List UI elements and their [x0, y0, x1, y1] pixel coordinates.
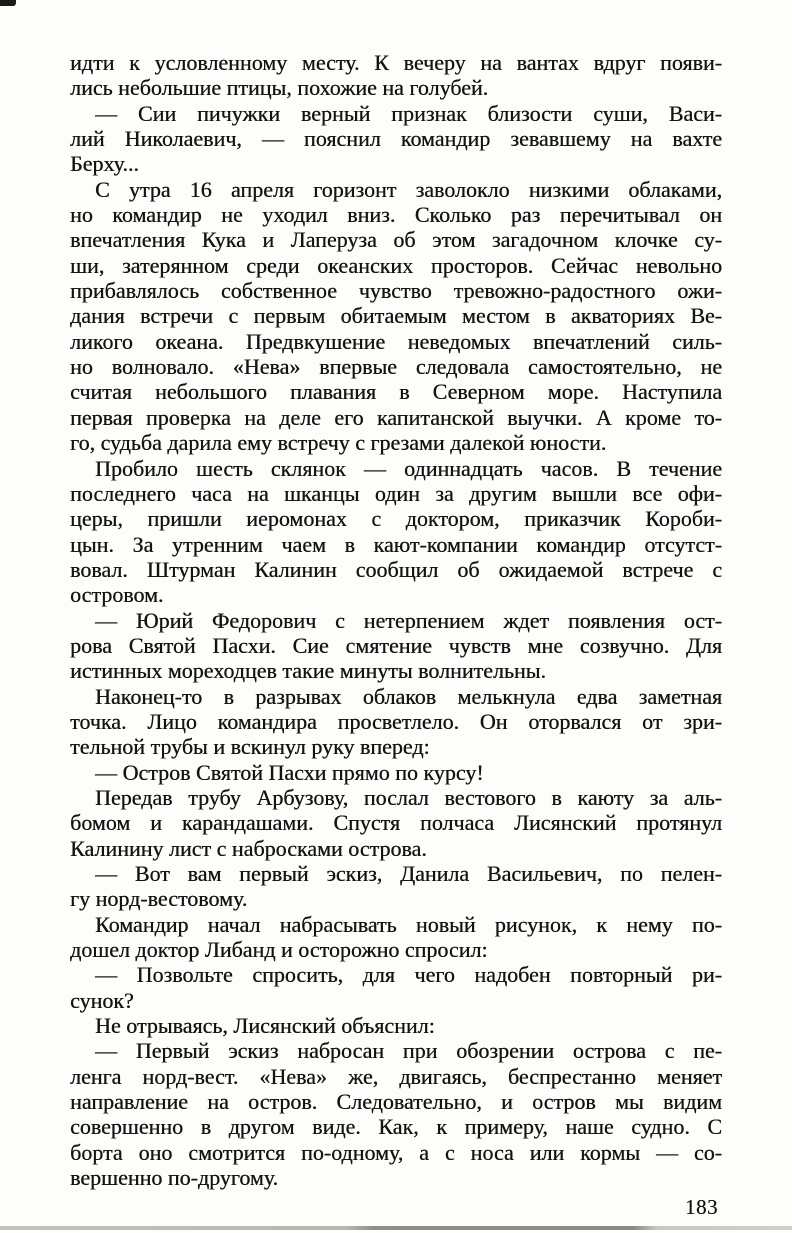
- text-line: совершенно в другом виде. Как, к примеру, наше судно. С: [70, 1114, 722, 1140]
- text-line: — Юрий Федорович с нетерпением ждет появления ост-: [95, 607, 722, 633]
- text-line: рова Святой Пасхи. Сие смятение чувств мне созвучно. Для: [70, 632, 722, 658]
- paragraph: [70, 861, 722, 912]
- text-line: сунок?: [70, 987, 134, 1013]
- text-line: прибавлялось собственное чувство тревожно-радостного ожи-: [70, 278, 722, 304]
- text-line: — Первый эскиз набросан при обозрении острова с пе-: [95, 1038, 722, 1064]
- text-line: борта оно смотрится по-одному, а с носа или кормы — со-: [70, 1139, 722, 1165]
- text-line: церы, пришли иеромонах с доктором, приказчик Короби-: [70, 506, 722, 532]
- text-line: С утра 16 апреля горизонт заволокло низкими облаками,: [95, 176, 722, 202]
- text-line: Командир начал набрасывать новый рисунок, к нему по-: [95, 911, 722, 937]
- paragraph: [70, 912, 722, 963]
- text-line: островом.: [70, 582, 164, 608]
- page-number: 183: [685, 1195, 718, 1219]
- paragraph: [70, 785, 722, 861]
- text-line: последнего часа на шканцы один за другим вышли все офи-: [70, 480, 722, 506]
- text-line: гу норд-вестовому.: [70, 886, 248, 912]
- text-line: вершенно по-другому.: [70, 1165, 279, 1191]
- text-line: идти к условленному месту. К вечеру на вантах вдруг появи-: [70, 50, 722, 75]
- text-line: го, судьба дарила ему встречу с грезами далекой юности.: [70, 430, 607, 456]
- paragraph: [70, 456, 722, 608]
- text-line: — Позвольте спросить, для чего надобен повторный ри-: [95, 962, 722, 988]
- text-line: цын. За утренним чаем в кают-компании командир отсутст-: [70, 531, 722, 557]
- paragraph: [70, 1038, 722, 1190]
- page-text: [70, 50, 722, 1190]
- text-line: Берху...: [70, 151, 139, 177]
- text-line: точка. Лицо командира просветлело. Он оторвался от зри-: [70, 708, 722, 734]
- paragraph: [70, 608, 722, 684]
- text-line: бомом и карандашами. Спустя полчаса Лисянский протянул: [70, 810, 722, 836]
- scan-artifact-corner: [0, 0, 16, 6]
- text-line: Не отрываясь, Лисянский объяснил:: [95, 1013, 435, 1039]
- text-line: ши, затерянном среди океанских просторов. Сейчас невольно: [70, 252, 722, 278]
- paragraph: [70, 760, 722, 785]
- text-line: направление на остров. Следовательно, и остров мы видим: [70, 1089, 722, 1115]
- text-line: — Сии пичужки верный признак близости суши, Васи-: [95, 100, 722, 126]
- paragraph: [70, 684, 722, 760]
- paragraph: [70, 962, 722, 1013]
- paragraph: [70, 1013, 722, 1038]
- text-line: лий Николаевич, — пояснил командир зевавшему на вахте: [70, 126, 722, 152]
- text-line: Пробило шесть склянок — одиннадцать часов. В течение: [95, 455, 722, 481]
- text-line: — Остров Святой Пасхи прямо по курсу!: [95, 759, 484, 785]
- text-line: вовал. Штурман Калинин сообщил об ожидаемой встрече с: [70, 556, 722, 582]
- paragraph: [70, 101, 722, 177]
- text-line: — Вот вам первый эскиз, Данила Васильевич, по пелен-: [95, 861, 722, 886]
- text-line: дошел доктор Либанд и осторожно спросил:: [70, 937, 488, 963]
- text-line: истинных мореходцев такие минуты волнительны.: [70, 658, 546, 684]
- paragraph: [70, 177, 722, 456]
- text-line: первая проверка на деле его капитанской выучки. А кроме то-: [70, 404, 722, 430]
- text-line: Калинину лист с набросками острова.: [70, 835, 427, 861]
- text-line: считая небольшого плавания в Северном море. Наступила: [70, 379, 722, 405]
- text-line: ликого океана. Предвкушение неведомых впечатлений силь-: [70, 328, 722, 354]
- text-line: дания встречи с первым обитаемым местом в акваториях Ве-: [70, 303, 722, 329]
- text-line: Передав трубу Арбузову, послал вестового в каюту за аль-: [95, 784, 722, 810]
- text-line: но волновало. «Нева» впервые следовала самостоятельно, не: [70, 354, 722, 380]
- text-line: ленга норд-вест. «Нева» же, двигаясь, беспрестанно меняет: [70, 1063, 722, 1089]
- text-line: но командир не уходил вниз. Сколько раз перечитывал он: [70, 202, 722, 228]
- scan-artifact-bottom-edge: [0, 1226, 792, 1230]
- text-line: лись небольшие птицы, похожие на голубей.: [70, 75, 489, 101]
- text-line: впечатления Кука и Лаперуза об этом загадочном клочке су-: [70, 227, 722, 253]
- text-line: Наконец-то в разрывах облаков мелькнула едва заметная: [95, 683, 722, 709]
- paragraph: [70, 50, 722, 101]
- text-line: тельной трубы и вскинул руку вперед:: [70, 734, 430, 760]
